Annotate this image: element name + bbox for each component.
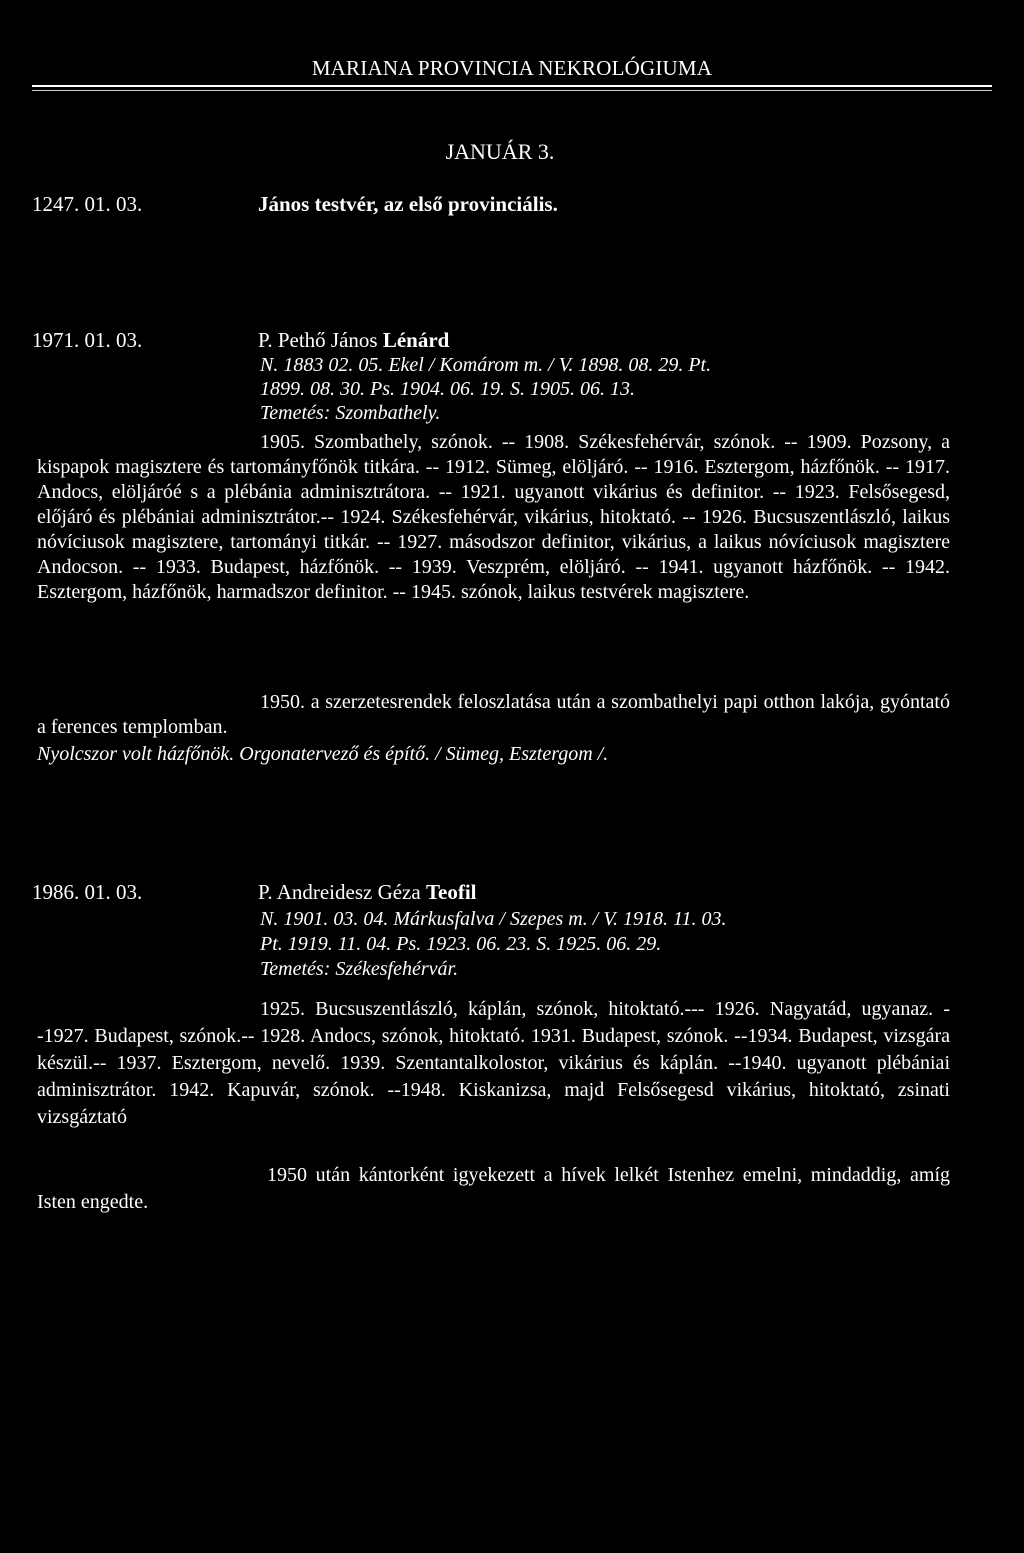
entry-name (258, 880, 477, 905)
entry-name-bold: Lénárd (382, 328, 450, 352)
day-title-text: JANUÁR 3. (445, 139, 555, 164)
entry-paragraph: 1905. Szombathely, szónok. -- 1908. Székesfehérvár, szónok. -- 1909. Pozsony, a kispapok magisztere és tartományfőnök titkára. -- 1912. Sümeg, elöljáró. -- 1916. Esztergom, házfőnök. -- 1917. Andocs, elöljáróé s a plébánia adminisztrátora. -- 1921. ugyanott vikárius és definitor. -- 1923. Felsősegesd, előjáró és plébániai adminisztrátor.-- 1924. Székesfehérvár, vikárius, hitoktató. -- 1926. Bucsuszentlászló, laikus nóvíciusok magisztere, tartományi titkár. -- 1927. másodszor definitor, vikárius, a laikus nóvíciusok magisztere Andocson. -- 1933. Budapest, házfőnök. -- 1939. Veszprém, elöljáró. -- 1941. ugyanott házfőnök. -- 1942. Esztergom, házfőnök, harmadszor definitor. -- 1945. szónok, laikus testvérek magisztere. (37, 431, 950, 603)
header-rule-thin (32, 90, 992, 91)
entry-paragraph: 1950. a szerzetesrendek feloszlatása után a szombathelyi papi otthon lakója, gyóntató a ferences templomban. (37, 691, 950, 738)
header-rule (32, 85, 992, 87)
page-header: MARIANA PROVINCIA NEKROLÓGIUMA (311, 56, 713, 80)
entry-detail-line: Temetés: Székesfehérvár. (260, 958, 459, 980)
entry-date: 1247. 01. 03. (32, 192, 143, 216)
entry-paragraph: 1950 után kántorként igyekezett a hívek lelkét Istenhez emelni, mindaddig, amíg Isten engedte. (37, 1164, 950, 1213)
entry-name-text: János testvér, az első provinciális. (258, 192, 558, 216)
entry-note: Nyolcszor volt házfőnök. Orgonatervező és építő. / Sümeg, Esztergom /. (37, 743, 609, 765)
day-title (0, 139, 1024, 165)
entry-name-prefix: P. Pethő János (258, 328, 378, 352)
entry-paragraph: 1925. Bucsuszentlászló, káplán, szónok, hitoktató.--- 1926. Nagyatád, ugyanaz. --1927. Budapest, szónok.-- 1928. Andocs, szónok, hitoktató. 1931. Budapest, szónok. --1934. Budapest, vizsgára készül.-- 1937. Esztergom, nevelő. 1939. Szentantalkolostor, vikárius és káplán. --1940. ugyanott plébániai adminisztrátor. 1942. Kapuvár, szónok. --1948. Kiskanizsa, majd Felsősegesd vikárius, hitoktató, zsinati vizsgáztató (37, 998, 950, 1128)
entry-detail-line: N. 1901. 03. 04. Márkusfalva / Szepes m. / V. 1918. 11. 03. (260, 908, 727, 930)
entry-detail-line: Temetés: Szombathely. (260, 402, 441, 424)
entry-name-bold: Teofil (425, 880, 477, 904)
entry-date: 1986. 01. 03. (32, 880, 143, 904)
entry-name (258, 192, 558, 217)
entry-name (258, 328, 449, 353)
entry-name-prefix: P. Andreidesz Géza (258, 880, 421, 904)
entry-detail-line: 1899. 08. 30. Ps. 1904. 06. 19. S. 1905. 06. 13. (260, 378, 635, 400)
entry-detail-line: N. 1883 02. 05. Ekel / Komárom m. / V. 1898. 08. 29. Pt. (260, 354, 712, 376)
entry-detail-line: Pt. 1919. 11. 04. Ps. 1923. 06. 23. S. 1925. 06. 29. (260, 933, 662, 955)
entry-date: 1971. 01. 03. (32, 328, 143, 352)
